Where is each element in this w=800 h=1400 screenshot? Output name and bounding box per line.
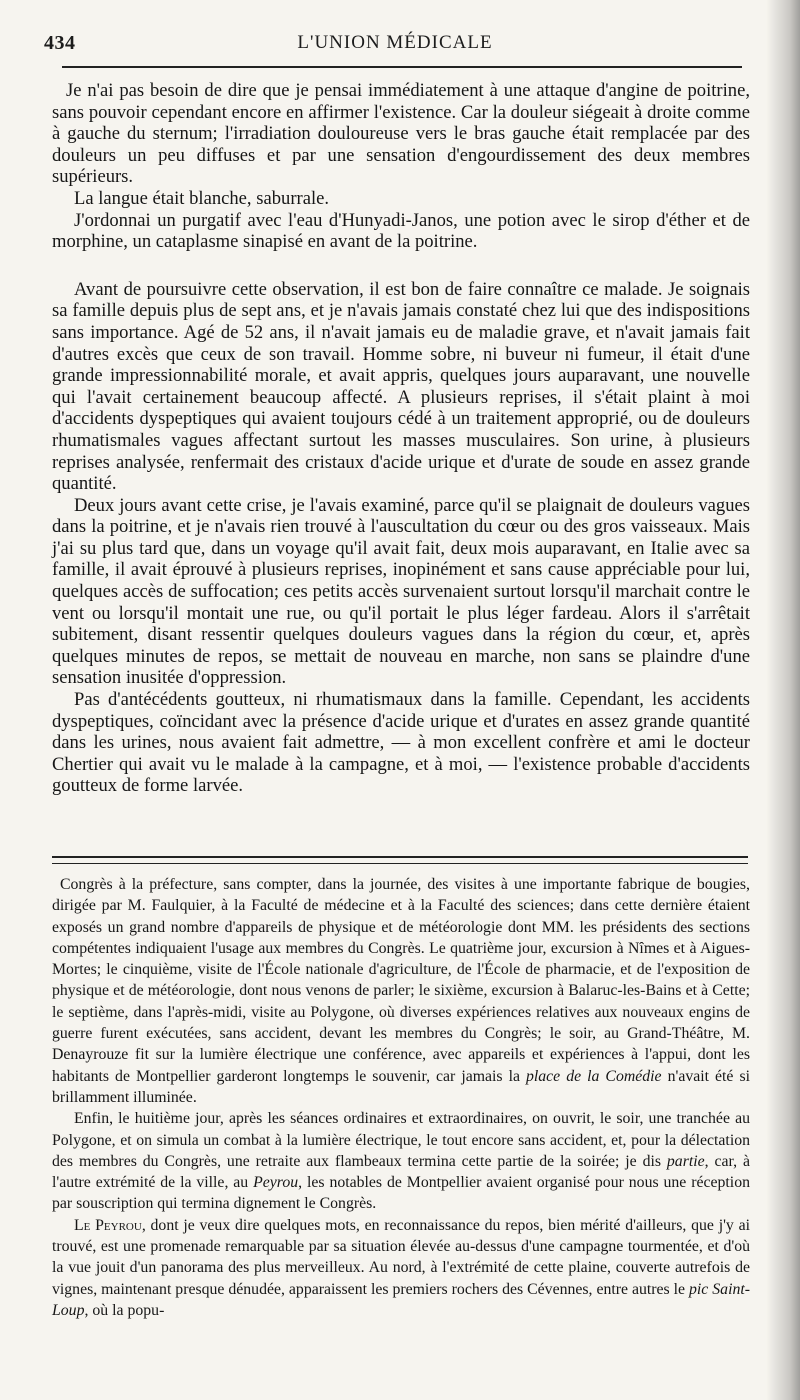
paragraph: La langue était blanche, saburrale. [74,187,330,209]
small-caps-text: Le Peyrou [74,1216,142,1234]
paragraph: Pas d'antécédents goutteux, ni rhumatismaux dans la famille. Cependant, les accidents dyspeptiques, coïncidant avec la présence d'acide urique et d'urates en assez grande quantité dans les urines, nous avaient fait admettre, — à mon excellent confrère et ami le docteur Chertier qui avait vu le malade à la campagne, et à moi, — l'existence probable d'accidents goutteux de forme larvée. [52,689,750,797]
italic-text: partie [666,1152,705,1170]
text-run: , où la popu- [84,1301,165,1319]
italic-text: Peyrou [253,1174,299,1192]
paragraph: Je n'ai pas besoin de dire que je pensai immédiatement à une attaque d'angine de poitrine, sans pouvoir cependant encore en affirmer l'existence. Car la douleur siégeait à droite comme à gauche du sternum; l'irradiation douloureuse vers le bras gauche était remplacée par des douleurs un peu diffuses et par une sensation d'engourdissement des deux membres supérieurs. [52,80,750,188]
paragraph: J'ordonnai un purgatif avec l'eau d'Hunyadi-Janos, une potion avec le sirop d'éther et de morphine, un cataplasme sinapisé en avant de la poitrine. [52,209,750,253]
running-title: L'UNION MÉDICALE [297,32,493,53]
main-article-text [52,80,750,797]
feuilleton-separator-rule [52,856,748,864]
feuilleton-text [52,874,750,1321]
italic-text: place de la Comédie [525,1067,662,1085]
text-run: , les notables de Montpellier avaient organisé pour nous une réception par souscription qui termina dignement le Congrès. [52,1174,750,1213]
text-run: , dont je veux dire quelques mots, en reconnaissance du repos, bien mérité d'ailleurs, que j'y ai trouvé, est une promenade remarquable par sa situation élevée au-dessus d'une campagne tourmentée, et d'où la vue jouit d'un panorama des plus merveilleux. Au nord, à l'extrémité de cette plaine, couverte autrefois de vignes, maintenant presque dénudée, apparaissent les premiers rochers des Cévennes, entre autres le [52,1216,750,1298]
page-number: 434 [44,32,76,54]
paragraph: Deux jours avant cette crise, je l'avais examiné, parce qu'il se plaignait de douleurs vagues dans la poitrine, et je n'avais rien trouvé à l'auscultation du cœur ou des gros vaisseaux. Mais j'ai su plus tard que, dans un voyage qu'il avait fait, deux mois auparavant, en Italie avec sa famille, il avait éprouvé à plusieurs reprises, inopinément et sans cause appréciable pour lui, quelques accès de suffocation; ces petits accès survenaient surtout lorsqu'il marchait contre le vent ou lorsqu'il montait une rue, ou qu'il portait le plus léger fardeau. Alors il s'arrêtait subitement, disant ressentir quelques douleurs vagues dans la région du cœur, et, après quelques minutes de repos, se mettait de nouveau en marche, non sans se plaindre d'une sensation inusitée d'oppression. [52,494,750,689]
text-run: , car, à l'autre extrémité de la ville, au [52,1152,750,1192]
feuilleton-paragraph [52,1215,750,1321]
feuilleton-paragraph [52,874,750,1108]
page-header [44,30,746,62]
text-run: Congrès à la préfecture, sans compter, dans la journée, des visites à une importante fabrique de bougies, dirigée par M. Faulquier, à la Faculté de médecine et à la Faculté des sciences; dans cette dernière étaient exposés un grand nombre d'appareils de physique et de météorologie dont MM. les présidents des sections compétentes indiquaient l'usage aux membres du Congrès. Le quatrième jour, excursion à Nîmes et à Aigues-Mortes; le cinquième, visite de l'École nationale d'agriculture, de l'École de pharmacie, et de l'exposition de physique et de météorologie, dont nous venons de parler; le sixième, excursion à Balaruc-les-Bains et à Cette; le septième, dans l'après-midi, visite au Polygone, où diverses expériences relatives aux nouveaux engins de guerre furent exécutées, sans accident, devant les membres du Congrès; le soir, au Grand-Théâtre, M. Denayrouze fit sur la lumière électrique une conférence, avec appareils et expériences à l'appui, dont les habitants de Montpellier garderont longtemps le souvenir, car jamais la [52,876,750,1085]
binding-shadow [766,0,800,1400]
paragraph: Avant de poursuivre cette observation, il est bon de faire connaître ce malade. Je soignais sa famille depuis plus de sept ans, et je n'avais jamais constaté chez lui que des indispositions sans importance. Agé de 52 ans, il n'avait jamais eu de maladie grave, et n'avait jamais fait d'autres excès que ceux de son travail. Homme sobre, ni buveur ni fumeur, il était d'une grande impressionnabilité morale, et avait appris, quelques jours auparavant, une nouvelle qui l'avait certainement beaucoup affecté. A plusieurs reprises, il s'était plaint à moi d'accidents dyspeptiques qui avaient toujours cédé à un traitement approprié, ou de douleurs rhumatismales vagues affectant surtout les masses musculaires. Son urine, à plusieurs reprises analysée, renfermait des cristaux d'acide urique et d'urate de soude en assez grande quantité. [52,278,750,495]
italic-text: pic Saint-Loup [52,1280,751,1319]
text-run: Enfin, le huitième jour, après les séances ordinaires et extraordinaires, on ouvrit, le soir, une tranchée au Polygone, et on simula un combat à la lumière électrique, le tout encore sans accident, et, pour la délectation des membres du Congrès, une retraite aux flambeaux termina cette partie de la soirée; je dis [52,1110,750,1170]
feuilleton-paragraph [52,1108,750,1214]
header-rule [62,66,742,68]
text-run: n'avait été si brillamment illuminée. [52,1067,750,1106]
